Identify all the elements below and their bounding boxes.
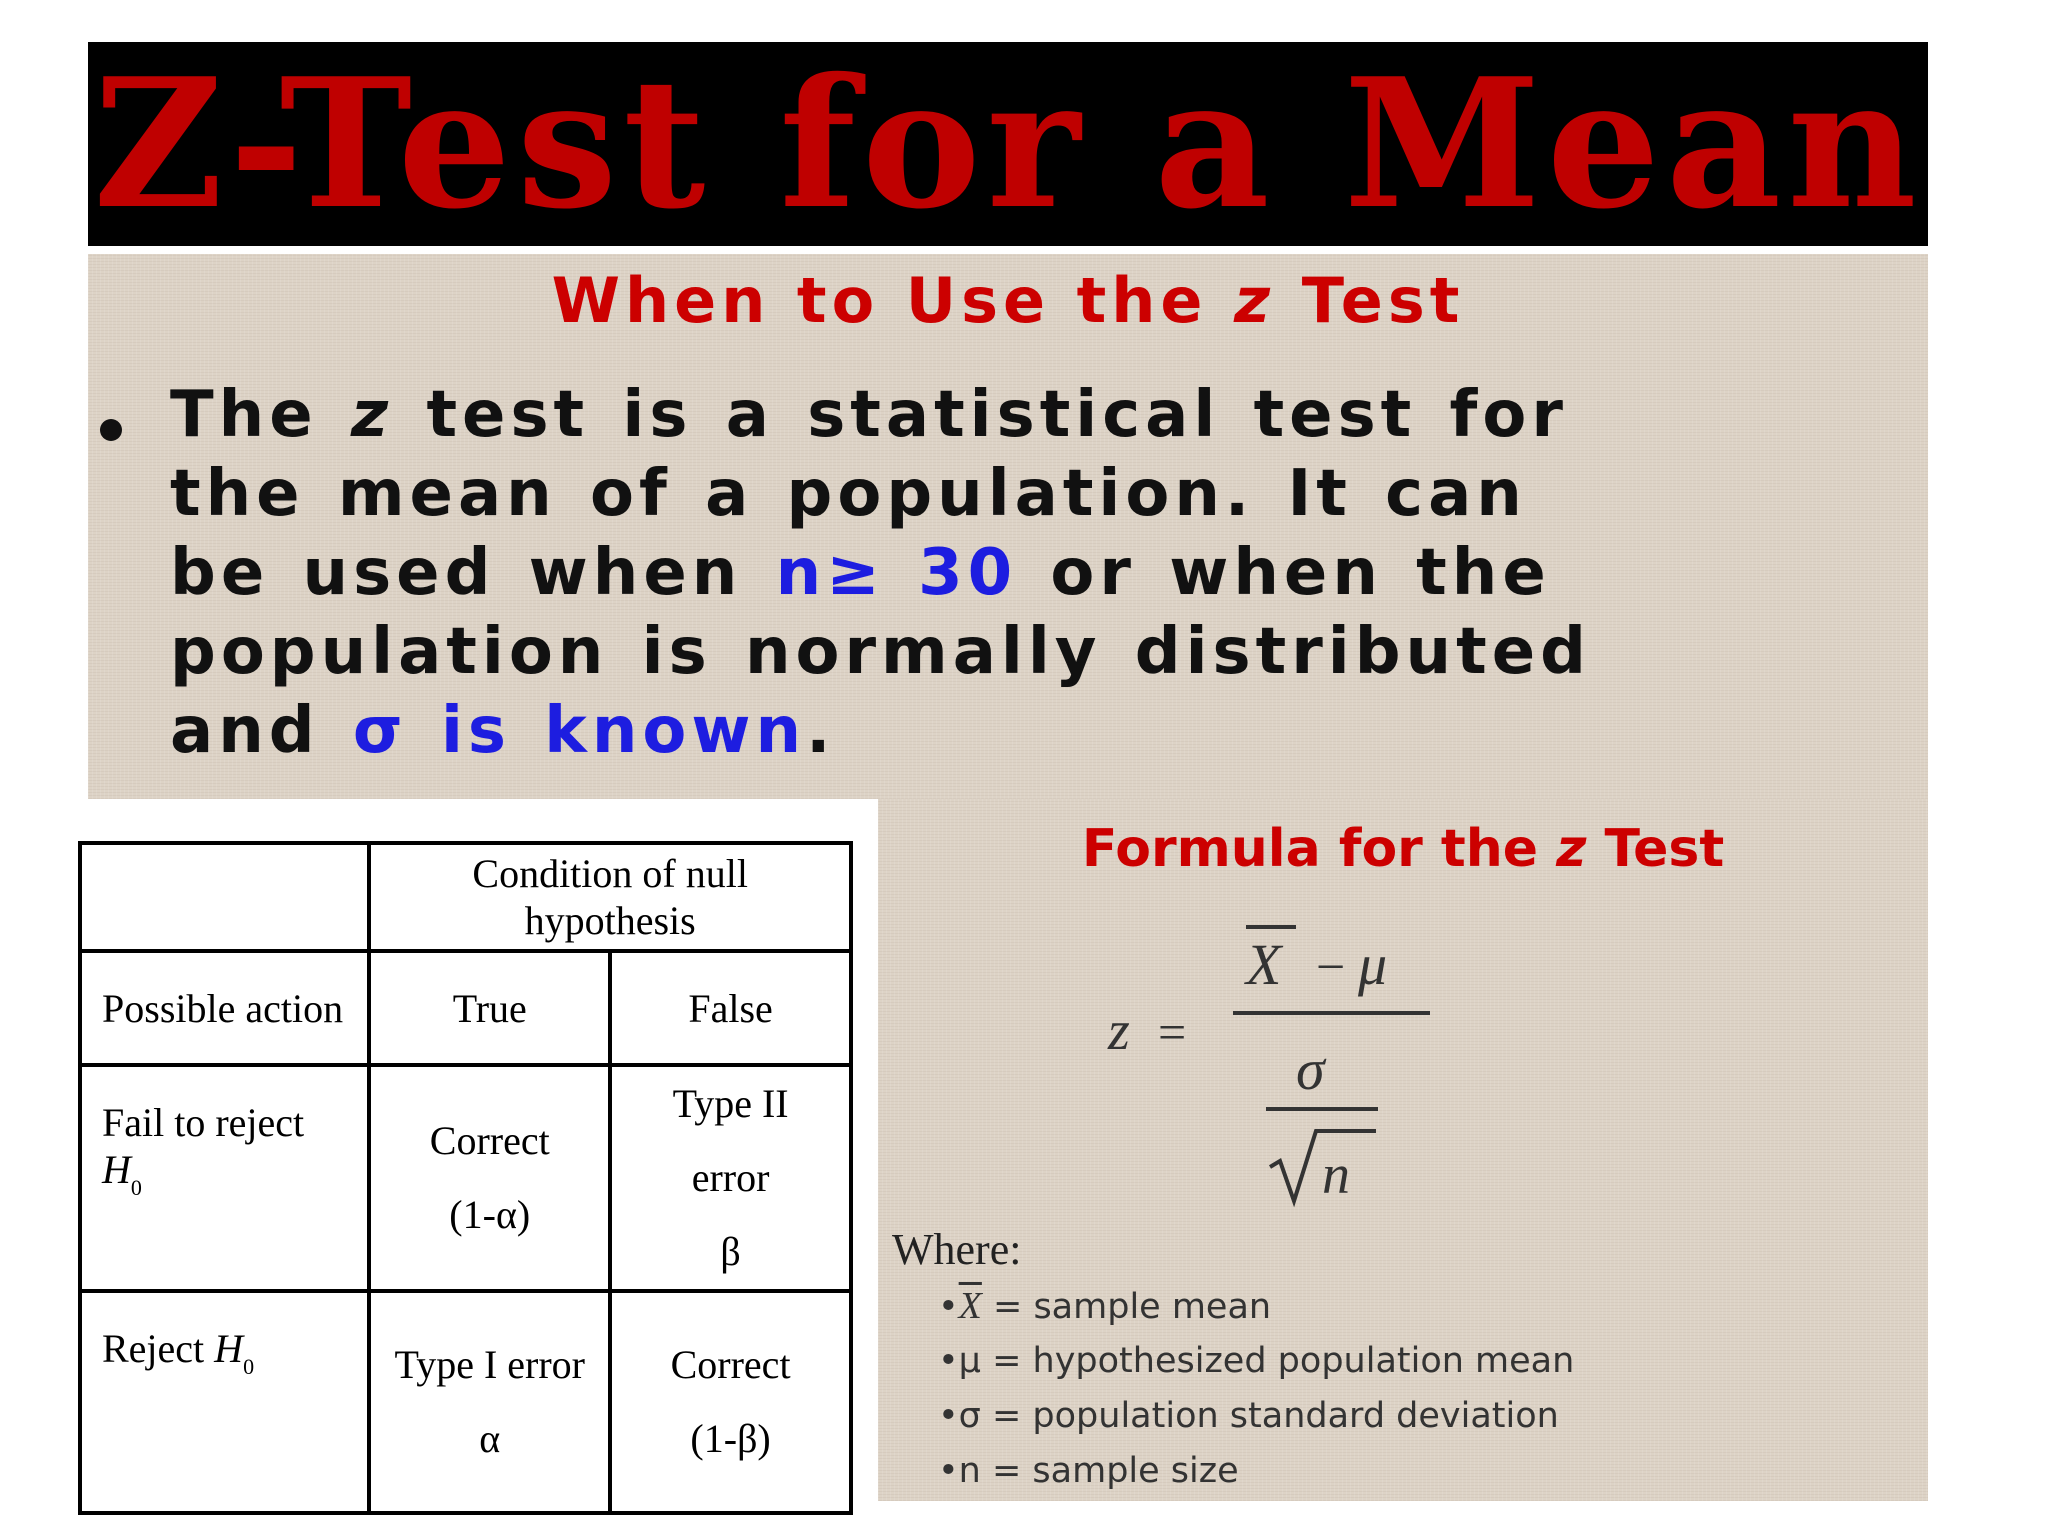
formula-equals: = (1158, 1004, 1187, 1060)
cell-probability: α (479, 1416, 501, 1461)
desc-text: and (170, 694, 353, 768)
desc-text: or when the (1017, 536, 1551, 610)
usage-heading (88, 264, 1928, 337)
row-label-subscript: 0 (130, 1175, 142, 1200)
row-label-h: H (214, 1326, 244, 1371)
desc-sigma-condition: σ is known (352, 694, 807, 768)
definitions-list (938, 1279, 1574, 1499)
definition-symbol: n (958, 1451, 981, 1491)
z-formula-graphic (1108, 909, 1518, 1229)
definition-symbol: $\overline{X}$ (958, 1285, 982, 1327)
desc-text: is a statistical test for (589, 378, 1568, 452)
decision-table (78, 841, 853, 1515)
title-bar (88, 39, 1928, 248)
table-row (80, 1065, 851, 1291)
usage-heading-var: z (1234, 264, 1276, 337)
usage-description (170, 376, 1930, 771)
table-header-false: False (610, 951, 851, 1065)
bullet-icon: • (938, 1287, 959, 1327)
table-cell (610, 1065, 851, 1291)
formula-n: n (1322, 1144, 1350, 1206)
bullet-icon: • (938, 1396, 959, 1436)
row-label-text: Reject (102, 1326, 215, 1371)
definition-text: = sample size (980, 1451, 1239, 1491)
table-row (80, 951, 851, 1065)
desc-text: be used when (170, 536, 776, 610)
cell-outcome: Type II error (672, 1081, 789, 1200)
formula-minus: − (1316, 939, 1346, 996)
definition-item (938, 1389, 1574, 1444)
table-row-label-fail-to-reject (80, 1065, 369, 1291)
formula-mu: μ (1358, 932, 1388, 997)
desc-sample-size-condition: n≥ 30 (775, 536, 1018, 610)
definition-text: = population standard deviation (980, 1396, 1559, 1436)
desc-text: . (806, 694, 836, 768)
formula-heading-pre: Formula for the (1081, 819, 1557, 879)
table-header-true: True (369, 951, 610, 1065)
description-line-5 (170, 692, 1930, 771)
definition-item (938, 1334, 1574, 1389)
table-header-action: Possible action (80, 951, 369, 1065)
z-formula (1108, 909, 1518, 1229)
table-row (80, 843, 851, 951)
formula-heading-var: z (1556, 819, 1587, 879)
formula-xbar: X (1246, 932, 1282, 997)
desc-test-word: test (393, 378, 590, 452)
decision-table-panel (78, 841, 853, 1475)
definition-text: = hypothesized population mean (980, 1341, 1575, 1381)
description-line-4: population is normally distributed (170, 615, 1591, 689)
usage-heading-pre: When to Use the (551, 264, 1235, 337)
bullet-icon: • (938, 1451, 959, 1491)
slide-title: Z-Test for a Mean (93, 39, 1923, 248)
definition-symbol: μ (958, 1341, 981, 1381)
row-label-text: Fail to reject (102, 1100, 305, 1145)
usage-panel (88, 254, 1928, 799)
bullet-icon (100, 419, 122, 441)
row-label-subscript: 0 (243, 1354, 255, 1379)
bullet-icon: • (938, 1341, 959, 1381)
description-line-2: the mean of a population. It can (170, 457, 1527, 531)
formula-heading-post: Test (1586, 819, 1725, 879)
table-cell (369, 1291, 610, 1513)
formula-z: z (1108, 1000, 1130, 1062)
definition-text: = sample mean (981, 1287, 1272, 1327)
definition-symbol: σ (958, 1396, 981, 1436)
desc-text: The (170, 378, 351, 452)
table-cell-empty (80, 843, 369, 951)
cell-outcome: Correct (670, 1342, 791, 1387)
table-row (80, 1291, 851, 1513)
description-line-1 (170, 376, 1930, 455)
description-line-3 (170, 534, 1930, 613)
table-cell (610, 1291, 851, 1513)
cell-outcome: Correct (429, 1118, 550, 1163)
formula-panel (878, 799, 1928, 1501)
cell-probability: (1-α) (449, 1192, 531, 1237)
formula-heading (878, 819, 1928, 879)
definition-item (938, 1279, 1574, 1334)
formula-sigma: σ (1296, 1037, 1325, 1102)
table-header-condition: Condition of null hypothesis (369, 843, 851, 951)
row-label-h: H (102, 1147, 131, 1192)
cell-outcome: Type I error (394, 1342, 585, 1387)
table-cell (369, 1065, 610, 1291)
cell-probability: β (720, 1229, 741, 1274)
desc-z-var: z (350, 378, 394, 452)
where-label: Where: (892, 1225, 1022, 1274)
cell-probability: (1-β) (690, 1416, 771, 1461)
definition-item (938, 1444, 1574, 1499)
usage-heading-post: Test (1275, 264, 1465, 337)
table-row-label-reject (80, 1291, 369, 1513)
